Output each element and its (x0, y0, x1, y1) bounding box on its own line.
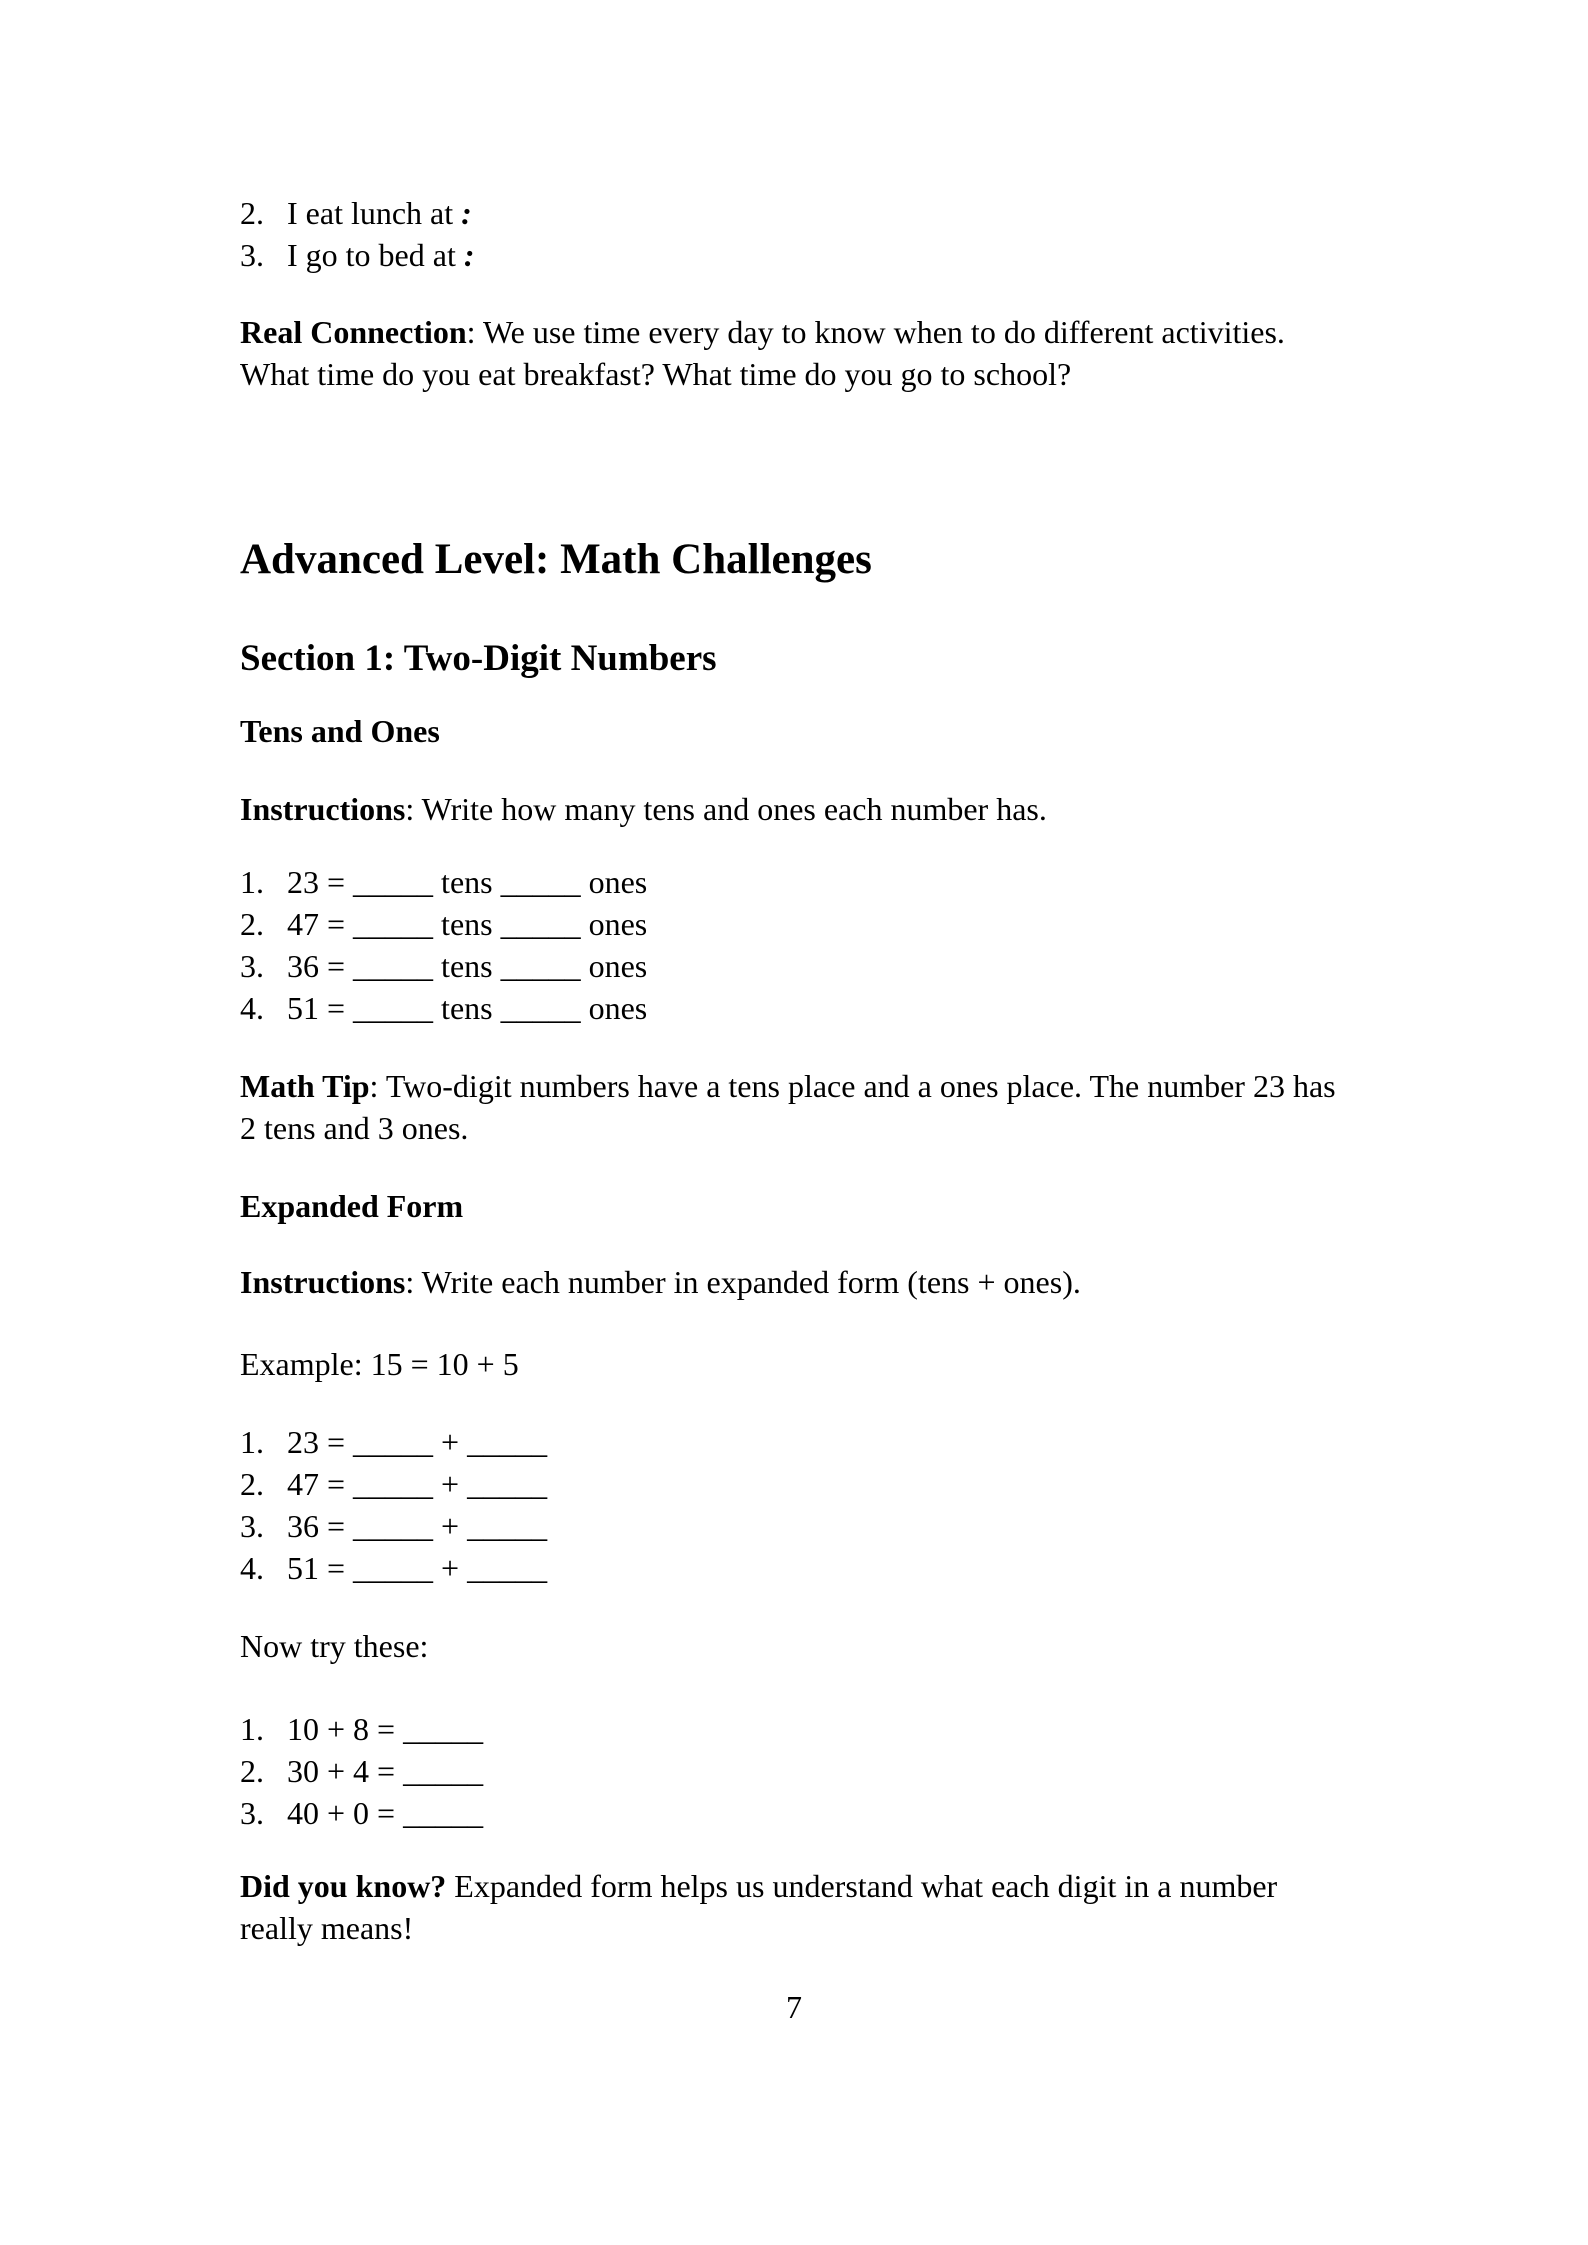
paragraph-text: Expanded form helps us understand what each digit in a number (454, 1868, 1278, 1904)
ones-label: ones (588, 906, 648, 942)
tens-label: tens (441, 864, 493, 900)
list-item (240, 192, 1348, 234)
list-marker: 2. (240, 906, 264, 942)
equals-sign: = (327, 1424, 346, 1460)
list-marker: 3. (240, 948, 264, 984)
equals-sign: = (327, 990, 346, 1026)
plus-sign: + (441, 1550, 460, 1586)
blank-line: _____ (500, 906, 581, 942)
paragraph-text: really means! (240, 1910, 414, 1946)
ones-label: ones (588, 864, 648, 900)
paragraph-text: We use time every day to know when to do different activities. (482, 314, 1285, 350)
blank-line: _____ (500, 864, 581, 900)
blank-line: _____ (467, 1550, 548, 1586)
paragraph-label: Real Connection (240, 314, 467, 350)
paragraph-label: Instructions (240, 791, 406, 827)
blank-line: _____ (467, 1508, 548, 1544)
blank-line: _____ (353, 990, 434, 1026)
real-connection-paragraph (240, 311, 1348, 395)
section-heading: Section 1: Two-Digit Numbers (240, 638, 717, 679)
item-expression: 40 + 0 (287, 1795, 370, 1831)
time-colon: : (463, 237, 475, 273)
tens-label: tens (441, 990, 493, 1026)
blank-line: _____ (353, 1550, 434, 1586)
item-number: 51 (287, 1550, 319, 1586)
paragraph-text: What time do you eat breakfast? What time do you go to school? (240, 356, 1072, 392)
item-number: 36 (287, 948, 319, 984)
list-text: I go to bed at (287, 237, 456, 273)
blank-line: _____ (353, 864, 434, 900)
list-item (240, 1547, 1348, 1589)
list-item (240, 861, 1348, 903)
paragraph-text: Write how many tens and ones each number has. (421, 791, 1047, 827)
equals-sign: = (327, 1508, 346, 1544)
list-marker: 1. (240, 864, 264, 900)
paragraph-text: Two-digit numbers have a tens place and a ones place. The number 23 has (385, 1068, 1336, 1104)
ones-label: ones (588, 990, 648, 1026)
subsection-heading-expanded-form: Expanded Form (240, 1188, 464, 1224)
equals-sign: = (327, 864, 346, 900)
item-number: 51 (287, 990, 319, 1026)
blank-line: _____ (467, 1466, 548, 1502)
paragraph-label: Math Tip (240, 1068, 370, 1104)
equals-sign: = (377, 1753, 396, 1789)
list-marker: 2. (240, 1753, 264, 1789)
sums-list (240, 1708, 1348, 1834)
list-marker: 3. (240, 1508, 264, 1544)
blank-line: _____ (500, 990, 581, 1026)
blank-line: _____ (403, 1795, 484, 1831)
list-item (240, 1505, 1348, 1547)
ones-label: ones (588, 948, 648, 984)
blank-line: _____ (353, 906, 434, 942)
list-marker: 3. (240, 237, 264, 273)
blank-line: _____ (500, 948, 581, 984)
blank-line: _____ (353, 1466, 434, 1502)
example-line: Example: 15 = 10 + 5 (240, 1346, 519, 1382)
item-number: 23 (287, 1424, 319, 1460)
list-marker: 1. (240, 1424, 264, 1460)
item-expression: 30 + 4 (287, 1753, 370, 1789)
tens-label: tens (441, 948, 493, 984)
list-item (240, 1463, 1348, 1505)
instructions-paragraph (240, 788, 1348, 830)
blank-line: _____ (467, 1424, 548, 1460)
paragraph-text: Write each number in expanded form (tens + ones). (421, 1264, 1081, 1300)
item-number: 36 (287, 1508, 319, 1544)
instructions-paragraph (240, 1261, 1348, 1303)
plus-sign: + (441, 1424, 460, 1460)
list-item (240, 1792, 1348, 1834)
list-item (240, 1708, 1348, 1750)
now-try-line: Now try these: (240, 1628, 429, 1664)
equals-sign: = (377, 1711, 396, 1747)
main-heading: Advanced Level: Math Challenges (240, 536, 872, 583)
math-tip-paragraph (240, 1065, 1348, 1149)
item-number: 47 (287, 906, 319, 942)
blank-line: _____ (403, 1711, 484, 1747)
label-colon: : (405, 791, 415, 827)
page-number: 7 (786, 1989, 802, 2025)
tens-ones-list (240, 861, 1348, 1029)
label-colon: : (466, 314, 476, 350)
paragraph-label: Instructions (240, 1264, 406, 1300)
list-marker: 3. (240, 1795, 264, 1831)
plus-sign: + (441, 1466, 460, 1502)
item-number: 47 (287, 1466, 319, 1502)
blank-line: _____ (403, 1753, 484, 1789)
list-item (240, 1421, 1348, 1463)
subsection-heading-tens-and-ones: Tens and Ones (240, 713, 440, 749)
did-you-know-paragraph (240, 1865, 1348, 1949)
item-expression: 10 + 8 (287, 1711, 370, 1747)
equals-sign: = (377, 1795, 396, 1831)
equals-sign: = (327, 906, 346, 942)
list-item (240, 903, 1348, 945)
list-marker: 1. (240, 1711, 264, 1747)
blank-line: _____ (353, 1508, 434, 1544)
list-marker: 4. (240, 1550, 264, 1586)
expanded-form-list (240, 1421, 1348, 1589)
paragraph-label: Did you know? (240, 1868, 447, 1904)
list-marker: 2. (240, 195, 264, 231)
list-marker: 2. (240, 1466, 264, 1502)
equals-sign: = (327, 948, 346, 984)
label-colon: : (405, 1264, 415, 1300)
time-colon: : (461, 195, 472, 231)
paragraph-text: 2 tens and 3 ones. (240, 1110, 469, 1146)
list-item (240, 1750, 1348, 1792)
plus-sign: + (441, 1508, 460, 1544)
label-colon: : (369, 1068, 379, 1104)
equals-sign: = (327, 1550, 346, 1586)
list-item (240, 234, 1348, 276)
list-item (240, 945, 1348, 987)
blank-line: _____ (353, 1424, 434, 1460)
list-text: I eat lunch at (287, 195, 454, 231)
time-list (240, 192, 1348, 276)
list-item (240, 987, 1348, 1029)
tens-label: tens (441, 906, 493, 942)
item-number: 23 (287, 864, 319, 900)
list-marker: 4. (240, 990, 264, 1026)
equals-sign: = (327, 1466, 346, 1502)
blank-line: _____ (353, 948, 434, 984)
